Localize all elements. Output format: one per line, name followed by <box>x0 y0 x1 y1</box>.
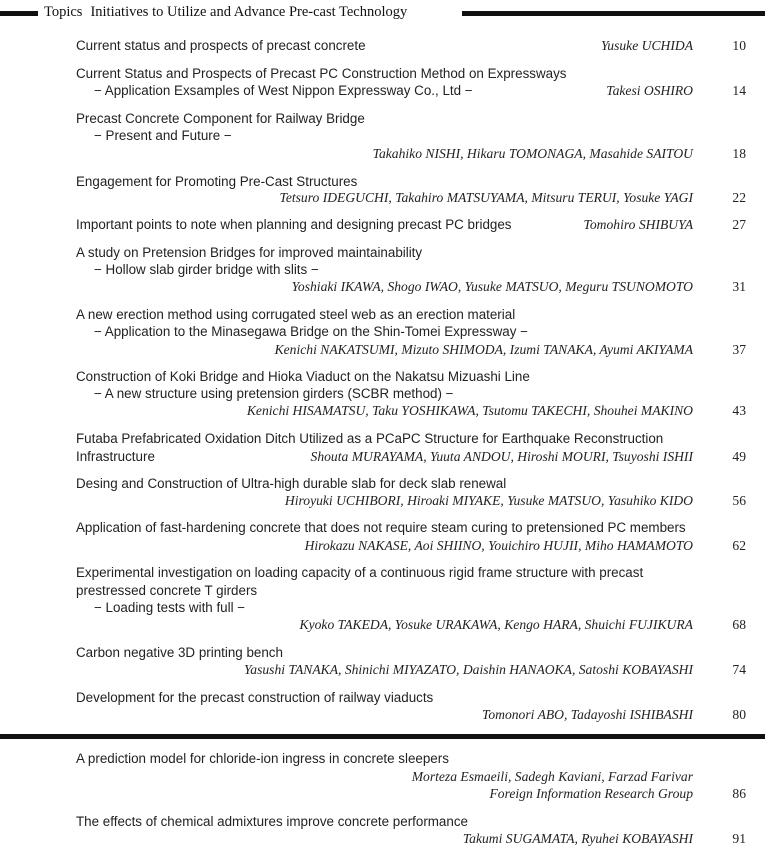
entry-title: Futaba Prefabricated Oxidation Ditch Utilized as a PCaPC Structure for Earthquake Reconstruction <box>76 431 664 446</box>
entry-page-number: 68 <box>732 617 746 632</box>
entry-page-number: 22 <box>732 190 746 205</box>
header-rule-right <box>462 11 765 16</box>
entry-title: Desing and Construction of Ultra-high durable slab for deck slab renewal <box>76 476 507 491</box>
entry-authors: Tetsuro IDEGUCHI, Takahiro MATSUYAMA, Mitsuru TERUI, Yosuke YAGI <box>279 190 693 205</box>
section-title: Initiatives to Utilize and Advance Pre-cast Technology <box>90 4 408 20</box>
entry-authors: Yasushi TANAKA, Shinichi MIYAZATO, Daishin HANAOKA, Satoshi KOBAYASHI <box>243 662 693 677</box>
entry-page-number: 14 <box>732 83 746 98</box>
entry-title: Important points to note when planning and designing precast PC bridges <box>76 217 512 232</box>
entry-title: Application of fast-hardening concrete that does not require steam curing to pretensioned PC members <box>76 520 686 535</box>
entry-page-number: 74 <box>732 662 746 677</box>
entry-title-continued: − Loading tests with full − <box>94 600 246 615</box>
entry-title: Construction of Koki Bridge and Hioka Viaduct on the Nakatsu Mizuashi Line <box>76 369 530 384</box>
entry-page-number: 43 <box>732 403 746 418</box>
entry-title-continued: − Application to the Minasegawa Bridge on the Shin-Tomei Expressway − <box>94 324 528 339</box>
entry-page-number: 62 <box>732 538 746 553</box>
entry-title: A new erection method using corrugated steel web as an erection material <box>76 307 516 322</box>
entry-title-continued: Infrastructure <box>76 449 155 464</box>
section-header <box>0 2 765 24</box>
entry-authors: Kenichi HISAMATSU, Taku YOSHIKAWA, Tsutomu TAKECHI, Shouhei MAKINO <box>246 403 693 418</box>
entry-page-number: 10 <box>732 38 746 53</box>
entry-title-continued: − Hollow slab girder bridge with slits − <box>94 262 319 277</box>
entry-title-continued: − A new structure using pretension girders (SCBR method) − <box>94 386 454 401</box>
entry-title: Development for the precast construction of railway viaducts <box>76 690 434 705</box>
entry-page-number: 86 <box>732 786 746 801</box>
entry-title: A prediction model for chloride-ion ingress in concrete sleepers <box>76 751 449 766</box>
entry-title: Engagement for Promoting Pre-Cast Structures <box>76 174 358 189</box>
entry-title: A study on Pretension Bridges for improved maintainability <box>76 245 423 260</box>
entry-authors: Shouta MURAYAMA, Yuuta ANDOU, Hiroshi MOURI, Tsuyoshi ISHII <box>310 449 693 464</box>
header-title-block <box>44 4 407 21</box>
entry-page-number: 49 <box>732 449 746 464</box>
entry-page-number: 37 <box>732 342 746 357</box>
entry-authors: Takumi SUGAMATA, Ryuhei KOBAYASHI <box>462 831 693 846</box>
entry-page-number: 27 <box>732 217 746 232</box>
entry-authors: Takesi OSHIRO <box>606 83 693 98</box>
entry-authors: Hirokazu NAKASE, Aoi SHIINO, Youichiro HUJII, Miho HAMAMOTO <box>304 538 693 553</box>
entry-authors: Yusuke UCHIDA <box>600 38 693 53</box>
entry-page-number: 91 <box>732 831 746 846</box>
entry-authors: Tomohiro SHIBUYA <box>583 217 693 232</box>
entry-title: Current status and prospects of precast concrete <box>76 38 366 53</box>
entry-page-number: 80 <box>732 707 746 722</box>
section-divider <box>0 734 765 739</box>
entry-authors: Tomonori ABO, Tadayoshi ISHIBASHI <box>482 707 693 722</box>
entry-title-continued: − Application Exsamples of West Nippon Expressway Co., Ltd − <box>94 83 473 98</box>
section-label: Topics <box>44 4 83 20</box>
entry-authors: Hiroyuki UCHIBORI, Hiroaki MIYAKE, Yusuke MATSUO, Yasuhiko KIDO <box>284 493 693 508</box>
entry-authors: Yoshiaki IKAWA, Shogo IWAO, Yusuke MATSUO, Meguru TSUNOMOTO <box>291 279 693 294</box>
entry-title-continued: − Present and Future − <box>94 128 232 143</box>
entry-title: Experimental investigation on loading capacity of a continuous rigid frame structure with precast <box>76 565 644 580</box>
entry-title: Carbon negative 3D printing bench <box>76 645 283 660</box>
entry-page-number: 31 <box>732 279 746 294</box>
entry-authors: Morteza Esmaeili, Sadegh Kaviani, Farzad Farivar <box>411 769 693 784</box>
entry-page-number: 18 <box>732 146 746 161</box>
entry-authors: Takahiko NISHI, Hikaru TOMONAGA, Masahide SAITOU <box>372 146 693 161</box>
entry-title: Precast Concrete Component for Railway Bridge <box>76 111 365 126</box>
header-rule-left <box>0 11 38 16</box>
entry-title-continued: prestressed concrete T girders <box>76 583 258 598</box>
entry-title: Current Status and Prospects of Precast PC Construction Method on Expressways <box>76 66 567 81</box>
entry-authors: Kenichi NAKATSUMI, Mizuto SHIMODA, Izumi TANAKA, Ayumi AKIYAMA <box>274 342 693 357</box>
entry-title: The effects of chemical admixtures improve concrete performance <box>76 814 468 829</box>
entry-page-number: 56 <box>732 493 746 508</box>
entry-authors: Kyoko TAKEDA, Yosuke URAKAWA, Kengo HARA, Shuichi FUJIKURA <box>299 617 693 632</box>
entry-authors: Foreign Information Research Group <box>489 786 693 801</box>
